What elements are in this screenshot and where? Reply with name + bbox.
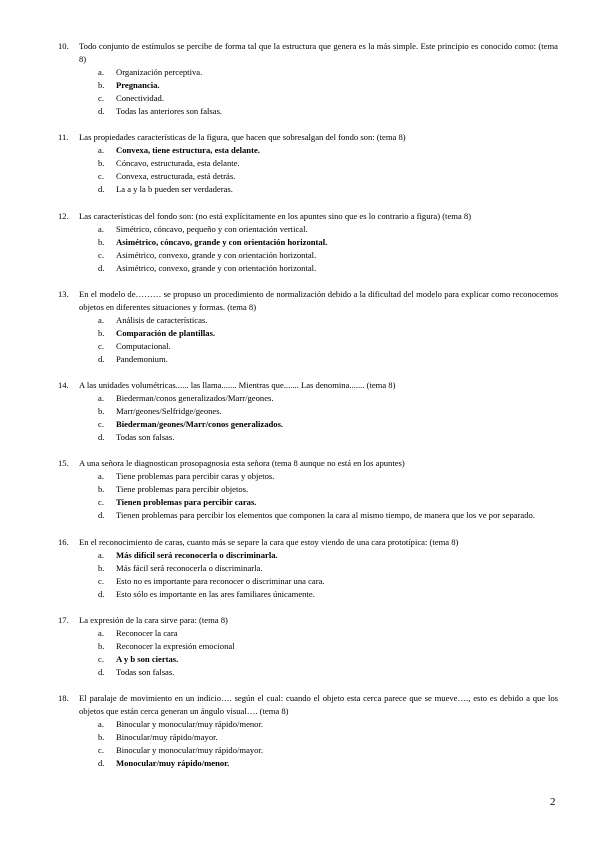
correct-answer-option (79, 327, 558, 340)
option-text: Biederman/conos generalizados/Marr/geones. (116, 393, 274, 404)
answer-option (79, 483, 558, 496)
question-item (58, 210, 558, 275)
answer-option (79, 340, 558, 353)
option-text: Esto sólo es importante en las ares familiares únicamente. (116, 588, 315, 599)
question-number: 17. (58, 615, 69, 626)
option-letter: a. (98, 549, 104, 560)
answer-option (79, 666, 558, 679)
answer-option (79, 223, 558, 236)
question-item (58, 536, 558, 601)
question-number: 13. (58, 288, 69, 299)
option-list (79, 223, 558, 275)
answer-option (79, 262, 558, 275)
option-letter: b. (98, 732, 105, 743)
option-letter: b. (98, 80, 105, 90)
option-letter: a. (98, 471, 104, 482)
option-list (79, 627, 558, 679)
option-letter: d. (98, 758, 105, 769)
option-text: Cóncavo, estructurada, esta delante. (116, 158, 240, 169)
option-letter: a. (98, 719, 104, 730)
option-letter: d. (98, 432, 105, 443)
question-text: A las unidades volumétricas...... las llama....... Mientras que....... Las denomina....... (tema 8) (79, 380, 396, 391)
option-text: Binocular y monocular/muy rápido/mayor. (116, 745, 264, 756)
option-letter: d. (98, 510, 105, 521)
option-text: Reconocer la cara (116, 628, 178, 639)
option-text: Simétrico, cóncavo, pequeño y con orientación vertical. (116, 223, 308, 234)
question-item (58, 457, 558, 522)
question-number: 14. (58, 380, 69, 391)
correct-answer-option (79, 549, 558, 562)
question-number: 11. (58, 132, 69, 143)
option-text: Tiene problemas para percibir caras y objetos. (116, 471, 275, 482)
answer-option (79, 744, 558, 757)
option-letter: b. (98, 158, 105, 169)
question-item (58, 40, 558, 118)
option-letter: c. (98, 171, 104, 182)
option-text: Pregnancia. (116, 80, 160, 90)
answer-option (79, 470, 558, 483)
question-number: 18. (58, 693, 69, 704)
correct-answer-option (79, 496, 558, 509)
option-text: Más fácil será reconocerla o discriminarla. (116, 562, 263, 573)
answer-option (79, 588, 558, 601)
option-text: Marr/geones/Selfridge/geones. (116, 406, 222, 417)
answer-option (79, 431, 558, 444)
answer-option (79, 392, 558, 405)
correct-answer-option (79, 79, 558, 92)
answer-option (79, 562, 558, 575)
correct-answer-option (79, 418, 558, 431)
answer-option (79, 314, 558, 327)
option-letter: b. (98, 406, 105, 417)
option-text: Asimétrico, cóncavo, grande y con orientación horizontal. (116, 236, 328, 247)
question-item (58, 288, 558, 366)
option-text: Esto no es importante para reconocer o discriminar una cara. (116, 575, 325, 586)
option-letter: c. (98, 419, 104, 430)
option-letter: a. (98, 67, 104, 77)
question-number: 12. (58, 210, 69, 221)
option-letter: a. (98, 314, 104, 325)
option-letter: d. (98, 353, 105, 364)
answer-option (79, 731, 558, 744)
answer-option (79, 183, 558, 196)
option-text: Biederman/geones/Marr/conos generalizados. (116, 419, 284, 430)
option-letter: c. (98, 654, 104, 665)
question-text: Las propiedades características de la figura, que hacen que sobresalgan del fondo son: (tema 8) (79, 132, 406, 143)
answer-option (79, 405, 558, 418)
option-text: Pandemonium. (116, 353, 168, 364)
option-text: Reconocer la expresión emocional (116, 641, 235, 652)
option-text: Tienen problemas para percibir caras. (116, 497, 257, 508)
answer-option (79, 157, 558, 170)
option-list (79, 549, 558, 601)
option-text: Conectividad. (116, 93, 164, 103)
option-text: Monocular/muy rápido/menor. (116, 758, 230, 769)
option-letter: a. (98, 628, 104, 639)
question-list (58, 40, 558, 784)
question-text: Todo conjunto de estímulos se percibe de forma tal que la estructura que genera es la más simple. Este principio es conocido como: (tema 8) (79, 41, 558, 64)
option-letter: d. (98, 667, 105, 678)
option-text: Binocular/muy rápido/mayor. (116, 732, 218, 743)
option-letter: a. (98, 223, 104, 234)
question-text: A una señora le diagnostican prosopagnosia esta señora (tema 8 aunque no está en los apuntes) (79, 458, 405, 469)
page-number: 2 (550, 796, 556, 808)
question-text: Las características del fondo son: (no está explícitamente en los apuntes sino que es lo contrario a figura) (tema 8) (79, 210, 472, 221)
question-item (58, 379, 558, 444)
option-text: Convexa, tiene estructura, esta delante. (116, 145, 260, 156)
answer-option (79, 249, 558, 262)
correct-answer-option (79, 757, 558, 770)
question-text: La expresión de la cara sirve para: (tema 8) (79, 615, 228, 626)
answer-option (79, 509, 558, 522)
question-text: En el modelo de……… se propuso un procedimiento de normalización debido a la dificultad del modelo para explicar como reconocemos objetos en diferentes situaciones y formas. (tema 8) (79, 288, 558, 312)
option-list (79, 470, 558, 522)
question-text: En el reconocimiento de caras, cuanto más se separe la cara que estoy viendo de una cara prototípica: (tema 8) (79, 536, 459, 547)
option-letter: d. (98, 184, 105, 195)
option-text: Todas las anteriores son falsas. (116, 106, 223, 116)
option-text: Asimétrico, convexo, grande y con orientación horizontal. (116, 249, 317, 260)
question-text: El paralaje de movimiento en un indicio…. según el cual: cuando el objeto esta cerca parece que se mueve…., esto es debido a que los objetos que están cerca generan un ángulo visual…. (tema 8) (79, 693, 558, 717)
option-text: Convexa, estructurada, está detrás. (116, 171, 236, 182)
question-item (58, 131, 558, 196)
option-letter: a. (98, 145, 104, 156)
answer-option (79, 353, 558, 366)
question-number: 10. (58, 41, 69, 51)
option-text: La a y la b pueden ser verdaderas. (116, 184, 233, 195)
option-text: Asimétrico, convexo, grande y con orientación horizontal. (116, 262, 317, 273)
answer-option (79, 92, 558, 105)
option-letter: d. (98, 262, 105, 273)
option-text: Análisis de características. (116, 314, 208, 325)
option-letter: b. (98, 327, 105, 338)
option-letter: b. (98, 641, 105, 652)
answer-option (79, 66, 558, 79)
option-text: Organización perceptiva. (116, 67, 203, 77)
answer-option (79, 170, 558, 183)
option-text: Computacional. (116, 340, 171, 351)
question-item (58, 614, 558, 679)
option-letter: c. (98, 745, 104, 756)
option-letter: c. (98, 93, 104, 103)
option-list (79, 144, 558, 196)
correct-answer-option (79, 236, 558, 249)
answer-option (79, 640, 558, 653)
option-list (79, 66, 558, 118)
option-letter: b. (98, 562, 105, 573)
option-text: Tienen problemas para percibir los elementos que componen la cara al mismo tiempo, de manera que los ve por separado. (116, 510, 535, 521)
option-text: Más difícil será reconocerla o discriminarla. (116, 549, 278, 560)
option-text: Tiene problemas para percibir objetos. (116, 484, 249, 495)
question-number: 15. (58, 458, 69, 469)
option-list (79, 718, 558, 770)
answer-option (79, 575, 558, 588)
answer-option (79, 627, 558, 640)
option-letter: c. (98, 497, 104, 508)
option-letter: c. (98, 340, 104, 351)
answer-option (79, 718, 558, 731)
answer-option (79, 105, 558, 118)
option-letter: b. (98, 484, 105, 495)
option-text: A y b son ciertas. (116, 654, 179, 665)
option-text: Todas son falsas. (116, 432, 175, 443)
option-letter: a. (98, 393, 104, 404)
option-text: Comparación de plantillas. (116, 327, 216, 338)
option-text: Todas son falsas. (116, 667, 175, 678)
option-letter: d. (98, 588, 105, 599)
option-letter: b. (98, 236, 105, 247)
question-number: 16. (58, 536, 69, 547)
option-list (79, 314, 558, 366)
correct-answer-option (79, 653, 558, 666)
option-letter: c. (98, 249, 104, 260)
question-item (58, 692, 558, 770)
option-text: Binocular y monocular/muy rápido/menor. (116, 719, 264, 730)
option-letter: d. (98, 106, 105, 116)
option-list (79, 392, 558, 444)
correct-answer-option (79, 144, 558, 157)
option-letter: c. (98, 575, 104, 586)
